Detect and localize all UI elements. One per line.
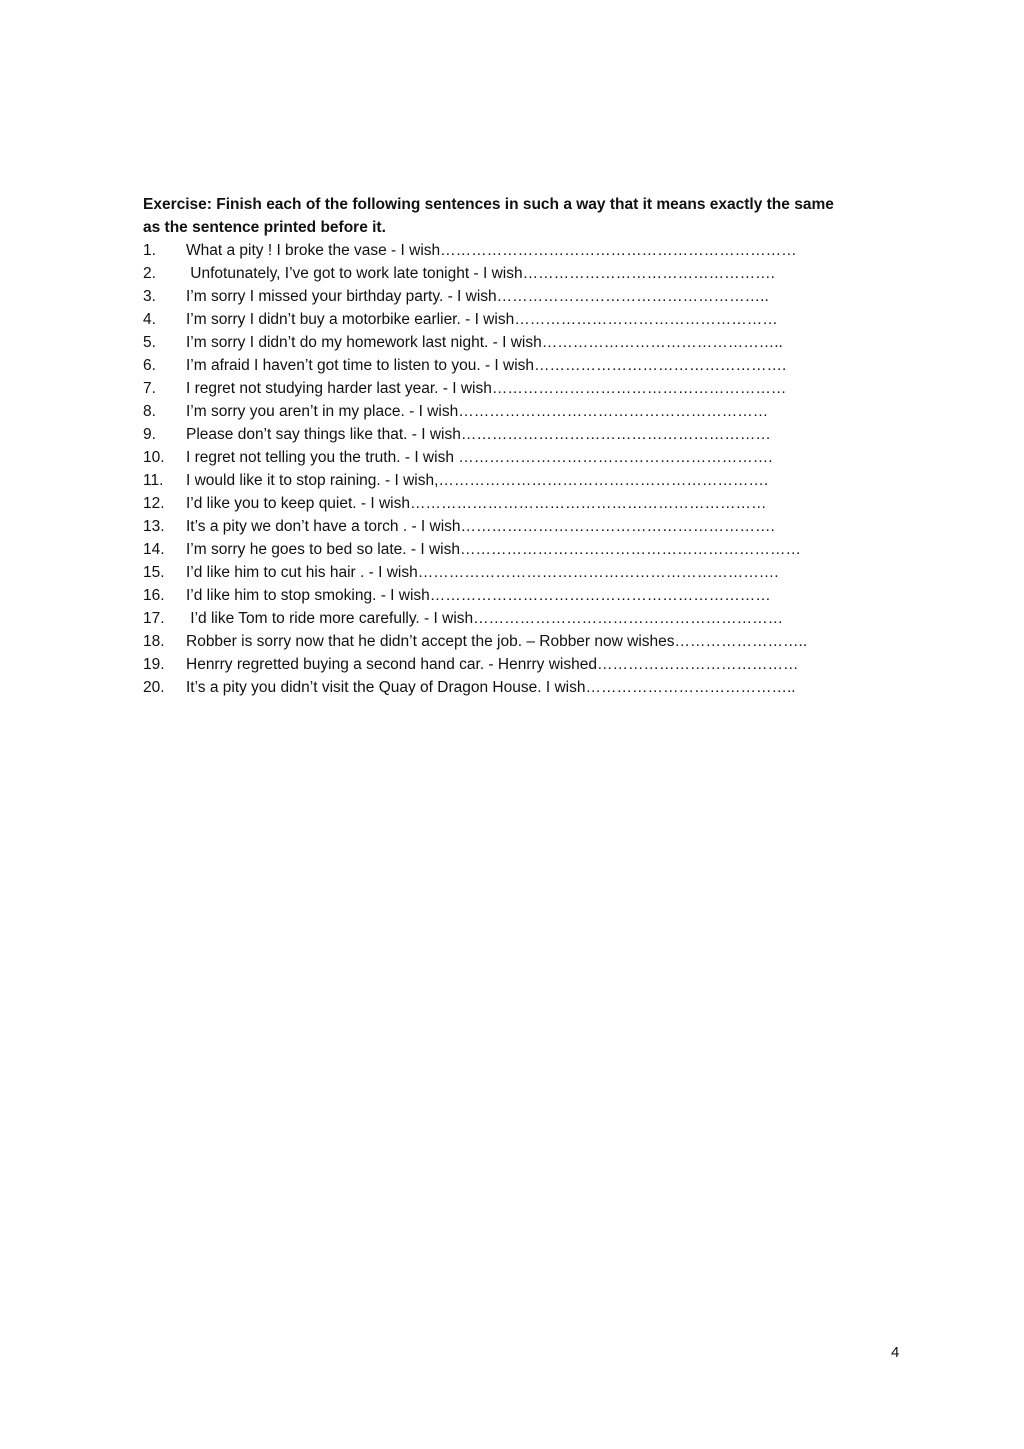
exercise-item-9: [143, 423, 888, 446]
item-number: 18.: [143, 633, 165, 650]
item-number: 10.: [143, 449, 165, 466]
item-text: It’s a pity we don’t have a torch . - I wish…………………………………………………….: [186, 518, 775, 535]
exercise-item-3: [143, 285, 888, 308]
item-number: 17.: [143, 610, 165, 627]
item-number: 20.: [143, 679, 165, 696]
item-text: I’m sorry you aren’t in my place. - I wish……………………………………………………: [186, 403, 769, 420]
exercise-item-18: [143, 630, 888, 653]
item-text: I’m sorry he goes to bed so late. - I wish…………………………………………………………: [186, 541, 801, 558]
exercise-item-8: [143, 400, 888, 423]
item-text: Unfotunately, I’ve got to work late tonight - I wish………………………………………….: [186, 265, 775, 282]
item-number: 1.: [143, 242, 156, 259]
item-text: Robber is sorry now that he didn’t accept the job. – Robber now wishes……………………..: [186, 633, 808, 650]
page-number: 4: [891, 1344, 900, 1361]
item-number: 3.: [143, 288, 156, 305]
item-number: 13.: [143, 518, 165, 535]
item-text: I’d like him to cut his hair . - I wish…………………………………………………………….: [186, 564, 779, 581]
exercise-item-1: [143, 239, 888, 262]
exercise-heading-line-1: Exercise: Finish each of the following sentences in such a way that it means exactly the same: [143, 196, 834, 213]
exercise-item-15: [143, 561, 888, 584]
exercise-list: [143, 239, 888, 699]
item-number: 5.: [143, 334, 156, 351]
exercise-item-5: [143, 331, 888, 354]
item-number: 19.: [143, 656, 165, 673]
exercise-section: [143, 193, 888, 699]
item-text: I’m afraid I haven’t got time to listen to you. - I wish………………………………………….: [186, 357, 787, 374]
item-text: I’m sorry I missed your birthday party. - I wish……………………………………………..: [186, 288, 769, 305]
exercise-item-13: [143, 515, 888, 538]
item-text: I’m sorry I didn’t buy a motorbike earlier. - I wish……………………………………………: [186, 311, 778, 328]
exercise-item-16: [143, 584, 888, 607]
item-number: 14.: [143, 541, 165, 558]
exercise-item-17: [143, 607, 888, 630]
item-number: 6.: [143, 357, 156, 374]
exercise-item-4: [143, 308, 888, 331]
item-number: 7.: [143, 380, 156, 397]
exercise-item-10: [143, 446, 888, 469]
item-text: I would like it to stop raining. - I wish,……………………………………………………….: [186, 472, 769, 489]
item-number: 2.: [143, 265, 156, 282]
exercise-item-12: [143, 492, 888, 515]
exercise-heading-line-2: as the sentence printed before it.: [143, 219, 386, 236]
item-number: 16.: [143, 587, 165, 604]
exercise-item-2: [143, 262, 888, 285]
item-number: 8.: [143, 403, 156, 420]
item-text: I’d like him to stop smoking. - I wish…………………………………………………………: [186, 587, 771, 604]
exercise-heading: [143, 193, 888, 239]
exercise-item-19: [143, 653, 888, 676]
item-text: Please don’t say things like that. - I wish……………………………………………………: [186, 426, 771, 443]
item-number: 9.: [143, 426, 156, 443]
item-number: 15.: [143, 564, 165, 581]
item-number: 11.: [143, 472, 164, 489]
item-text: I’d like Tom to ride more carefully. - I wish……………………………………………………: [186, 610, 784, 627]
item-number: 4.: [143, 311, 156, 328]
exercise-item-6: [143, 354, 888, 377]
item-number: 12.: [143, 495, 165, 512]
exercise-item-11: [143, 469, 888, 492]
exercise-item-20: [143, 676, 888, 699]
item-text: I regret not telling you the truth. - I wish …………………………………………………….: [186, 449, 773, 466]
item-text: It’s a pity you didn’t visit the Quay of Dragon House. I wish…………………………………..: [186, 679, 796, 696]
item-text: Henrry regretted buying a second hand car. - Henrry wished…………………………………: [186, 656, 799, 673]
item-text: I’m sorry I didn’t do my homework last night. - I wish………………………………………..: [186, 334, 783, 351]
exercise-item-14: [143, 538, 888, 561]
exercise-item-7: [143, 377, 888, 400]
item-text: I regret not studying harder last year. - I wish…………………………………………………: [186, 380, 787, 397]
item-text: I’d like you to keep quiet. - I wish……………………………………………………………: [186, 495, 767, 512]
item-text: What a pity ! I broke the vase - I wish……………………………………………………………: [186, 242, 797, 259]
